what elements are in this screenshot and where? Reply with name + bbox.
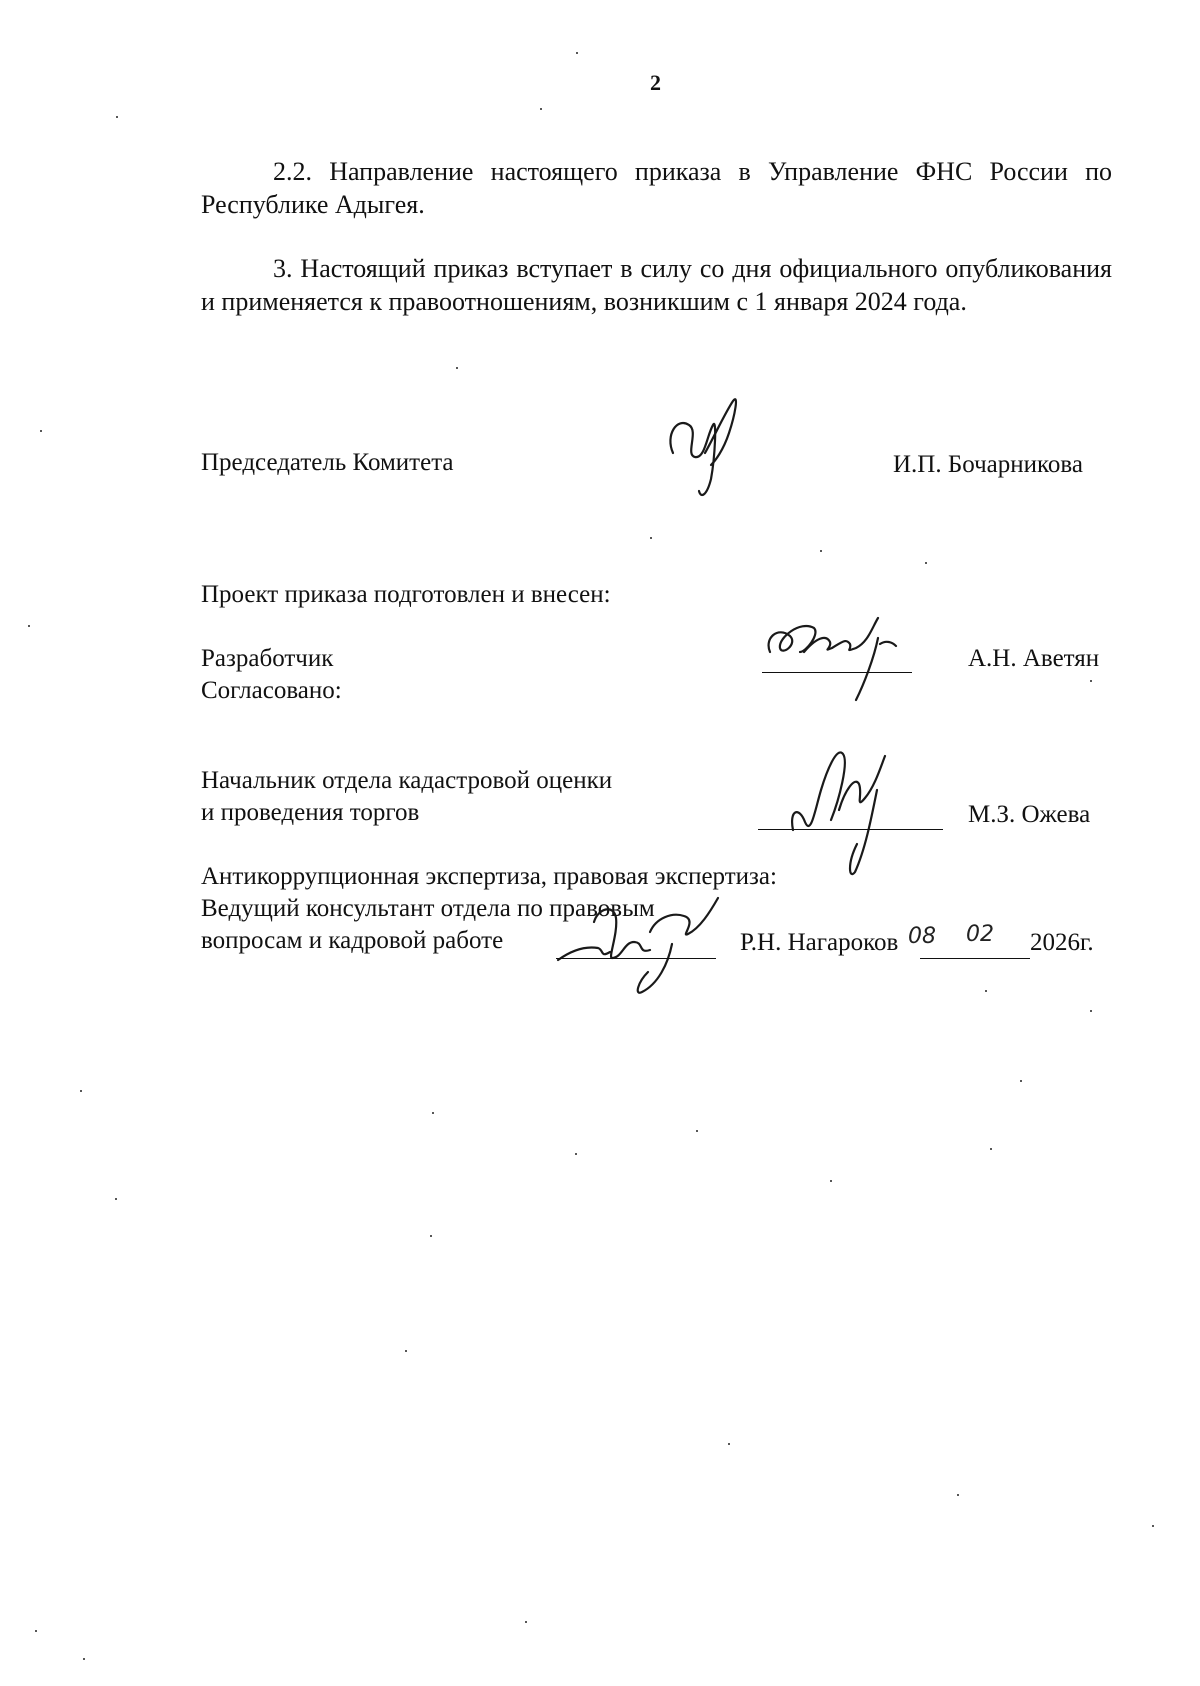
scan-speck	[456, 367, 458, 369]
scan-speck	[116, 116, 118, 118]
developer-name: А.Н. Аветян	[968, 645, 1100, 672]
expertise-title-line1: Ведущий консультант отдела по правовым	[201, 895, 655, 922]
scan-speck	[985, 990, 987, 992]
chairman-name: И.П. Бочарникова	[893, 451, 1083, 478]
scan-speck	[650, 537, 652, 539]
scan-speck	[430, 1235, 432, 1237]
scan-speck	[525, 1621, 527, 1623]
expertise-heading: Антикоррупционная экспертиза, правовая экспертиза:	[201, 863, 777, 890]
head-department-title-line1: Начальник отдела кадастровой оценки	[201, 767, 613, 794]
scan-speck	[1152, 1525, 1154, 1527]
scan-speck	[820, 550, 822, 552]
expertise-name: Р.Н. Нагароков	[740, 929, 899, 956]
head-department-signature-line	[758, 829, 943, 830]
page-number: 2	[650, 70, 661, 95]
expertise-date-month: 02	[966, 922, 994, 947]
scan-speck	[28, 625, 30, 627]
scan-speck	[540, 108, 542, 110]
developer-signature	[760, 608, 920, 708]
paragraph-2-2-text: 2.2. Направление настоящего приказа в Управление ФНС России по Республике Адыгея.	[201, 157, 1112, 219]
expertise-date-day: 08	[908, 924, 936, 949]
chairman-title: Председатель Комитета	[201, 449, 454, 476]
head-department-title-line2: и проведения торгов	[201, 799, 420, 826]
developer-signature-line	[762, 672, 912, 673]
scan-speck	[80, 1090, 82, 1092]
scan-speck	[1020, 1080, 1022, 1082]
chairman-signature	[655, 395, 755, 505]
developer-role: Разработчик	[201, 645, 334, 672]
scan-speck	[1090, 680, 1092, 682]
prepared-heading: Проект приказа подготовлен и внесен:	[201, 581, 611, 608]
scan-speck	[575, 1153, 577, 1155]
scan-speck	[696, 1130, 698, 1132]
scan-speck	[405, 1350, 407, 1352]
paragraph-2-2	[201, 155, 1112, 221]
paragraph-3	[201, 252, 1112, 318]
expertise-date-line	[920, 958, 1030, 959]
expertise-title-line2: вопросам и кадровой работе	[201, 927, 504, 954]
expertise-date-year: 2026г.	[1030, 929, 1094, 956]
scan-speck	[35, 1630, 37, 1632]
scan-speck	[576, 52, 578, 54]
scan-speck	[432, 1112, 434, 1114]
expertise-signature-line	[556, 958, 716, 959]
scan-speck	[728, 1443, 730, 1445]
head-department-name: М.З. Ожева	[968, 801, 1091, 828]
scan-speck	[40, 430, 42, 432]
scan-speck	[925, 562, 927, 564]
scan-speck	[115, 1198, 117, 1200]
expertise-signature	[552, 888, 732, 998]
scan-speck	[957, 1494, 959, 1496]
head-department-signature	[785, 740, 915, 880]
scan-speck	[83, 1658, 85, 1660]
scan-speck	[830, 1180, 832, 1182]
scan-speck	[990, 1148, 992, 1150]
agreed-label: Согласовано:	[201, 677, 342, 704]
paragraph-3-text: 3. Настоящий приказ вступает в силу со дня официального опубликования и применяется к правоотношениям, возникшим с 1 января 2024 года.	[201, 254, 1112, 316]
scan-speck	[1090, 1010, 1092, 1012]
